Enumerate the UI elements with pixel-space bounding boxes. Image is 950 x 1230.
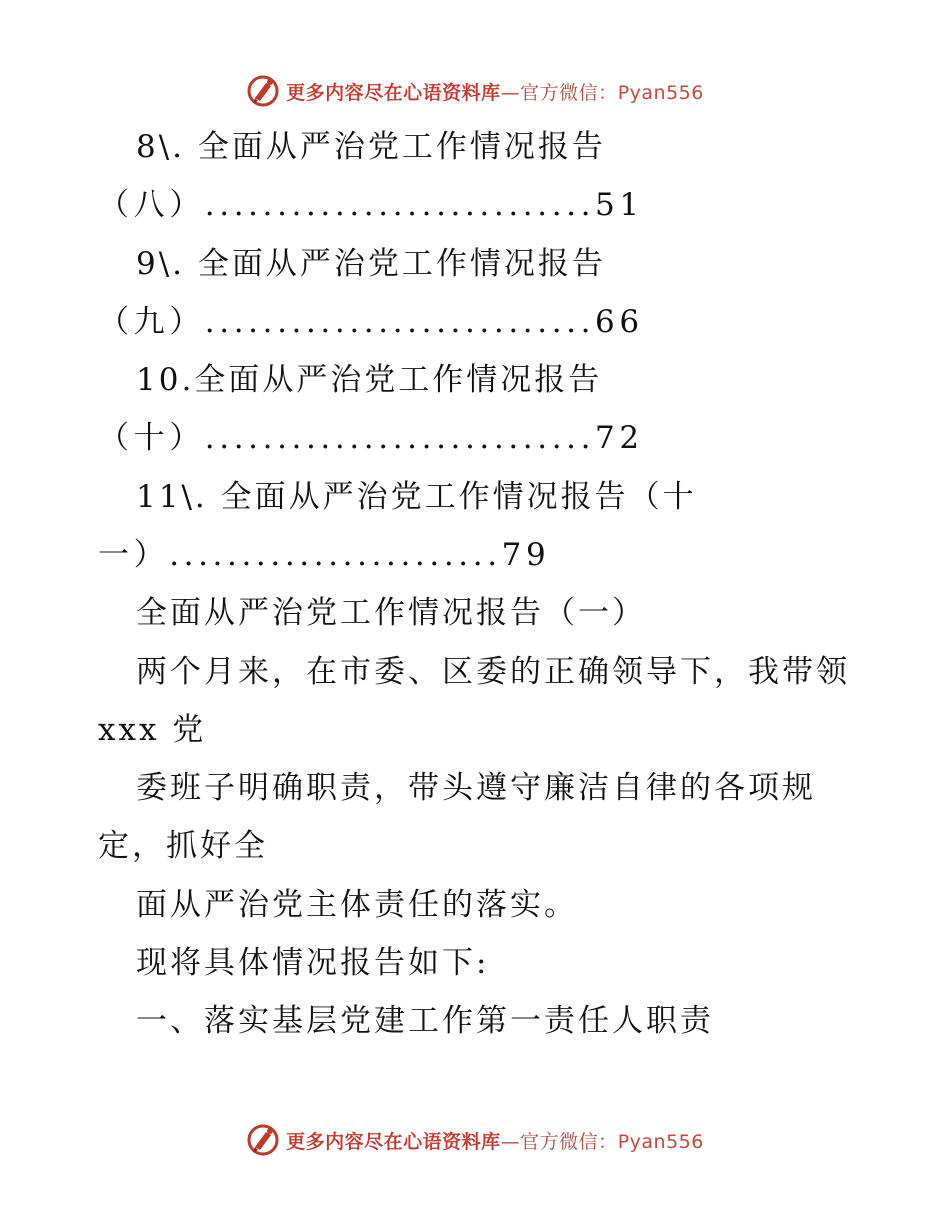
toc-entry-title: 10.全面从严治党工作情况报告 bbox=[136, 362, 603, 398]
watermark-wechat-label: 官方微信： bbox=[520, 1130, 618, 1153]
body-line: xxx 党 bbox=[98, 712, 207, 748]
body-line: 定，抓好全 bbox=[98, 828, 268, 864]
toc-entry-page: （十）...........................72 bbox=[98, 420, 644, 456]
watermark-main: 更多内容尽在心语资料库 bbox=[286, 1130, 501, 1153]
watermark-wechat-label: 官方微信： bbox=[520, 81, 618, 104]
watermark-wechat-id: Pyan556 bbox=[617, 1130, 704, 1153]
watermark-dash: — bbox=[500, 1130, 521, 1153]
section-heading: 一、落实基层党建工作第一责任人职责 bbox=[136, 1003, 714, 1039]
toc-entry-title: 11\. 全面从严治党工作情况报告（十 bbox=[136, 479, 697, 515]
watermark-content bbox=[246, 1123, 704, 1157]
body-line: 两个月来，在市委、区委的正确领导下，我带领 bbox=[136, 654, 850, 690]
pen-logo-icon bbox=[246, 1123, 280, 1157]
watermark-dash: — bbox=[500, 81, 521, 104]
toc-entry-page: （八）...........................51 bbox=[98, 187, 644, 223]
section-heading: 全面从严治党工作情况报告（一） bbox=[136, 595, 646, 631]
body-line: 委班子明确职责，带头遵守廉洁自律的各项规 bbox=[136, 770, 816, 806]
watermark-banner-bottom bbox=[0, 1120, 950, 1160]
watermark-wechat-id: Pyan556 bbox=[617, 81, 704, 104]
body-line: 现将具体情况报告如下: bbox=[136, 945, 490, 981]
toc-entry-page: （九）...........................66 bbox=[98, 304, 644, 340]
watermark-text bbox=[286, 1127, 704, 1154]
watermark-main: 更多内容尽在心语资料库 bbox=[286, 81, 501, 104]
toc-entry-page: 一）.......................79 bbox=[98, 537, 551, 573]
toc-entry-title: 9\. 全面从严治党工作情况报告 bbox=[136, 246, 606, 282]
body-line: 面从严治党主体责任的落实。 bbox=[136, 887, 578, 923]
toc-entry-title: 8\. 全面从严治党工作情况报告 bbox=[136, 129, 606, 165]
